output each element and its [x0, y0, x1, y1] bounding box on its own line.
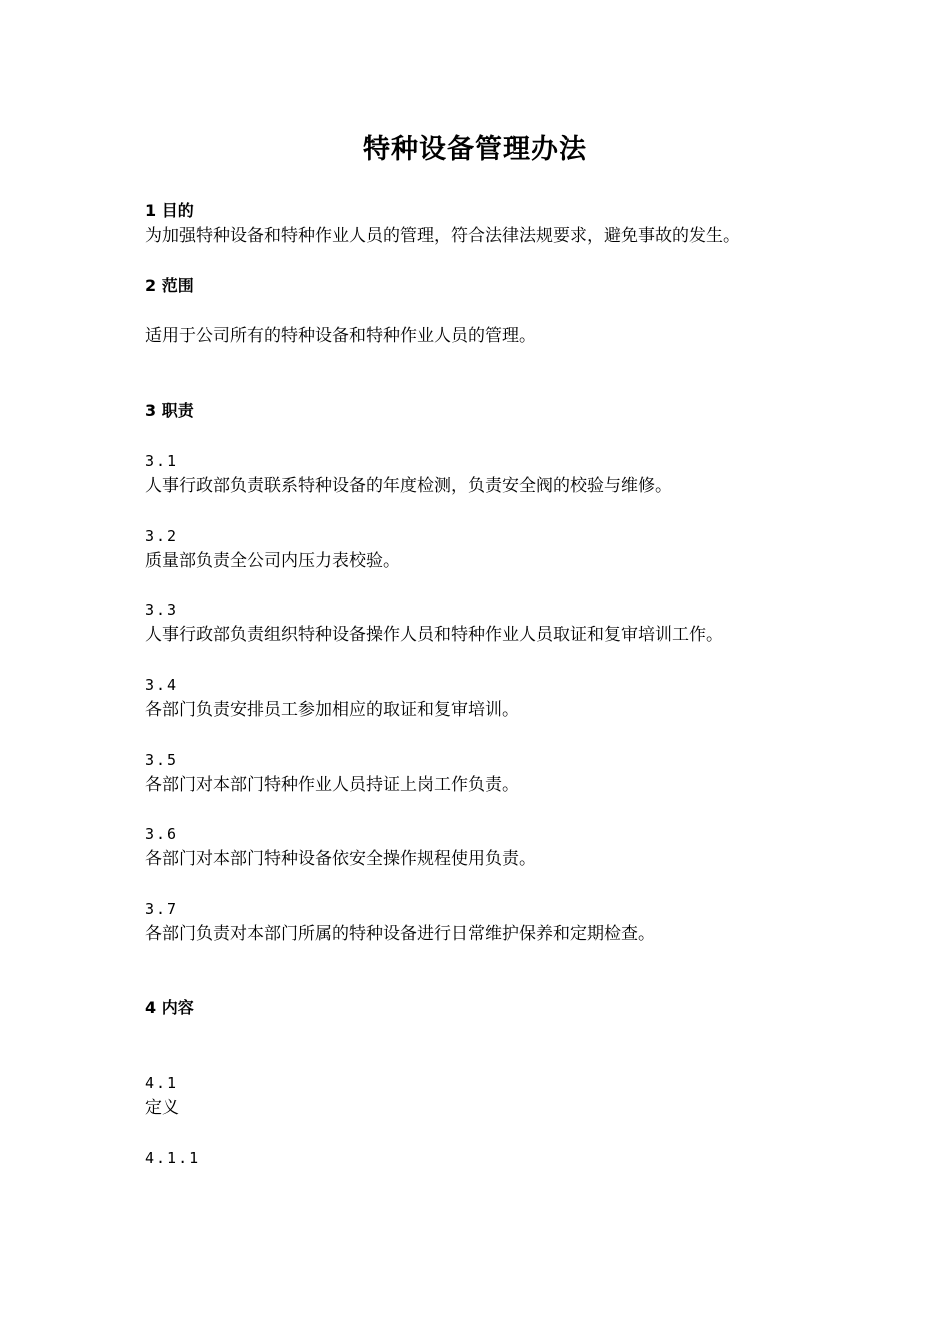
- section-heading-responsibilities: 3 职责: [145, 401, 194, 420]
- section-body-scope: 适用于公司所有的特种设备和特种作业人员的管理。: [145, 326, 536, 346]
- clause-number: 3.7: [145, 900, 179, 918]
- section-body-purpose: 为加强特种设备和特种作业人员的管理，符合法律法规要求，避免事故的发生。: [145, 226, 740, 246]
- clause-text: 质量部负责全公司内压力表校验。: [145, 551, 400, 571]
- clause-number: 4.1: [145, 1074, 179, 1092]
- section-heading-content: 4 内容: [145, 998, 194, 1017]
- clause-text: 人事行政部负责联系特种设备的年度检测，负责安全阀的校验与维修。: [145, 476, 672, 496]
- clause-text: 各部门对本部门特种作业人员持证上岗工作负责。: [145, 775, 519, 795]
- clause-text: 定义: [145, 1098, 179, 1118]
- clause-number: 3.5: [145, 751, 179, 769]
- clause-text: 各部门对本部门特种设备依安全操作规程使用负责。: [145, 849, 536, 869]
- clause-number: 3.6: [145, 825, 179, 843]
- clause-text: 各部门负责安排员工参加相应的取证和复审培训。: [145, 700, 519, 720]
- clause-number: 4.1.1: [145, 1149, 201, 1167]
- section-heading-scope: 2 范围: [145, 276, 194, 295]
- clause-text: 各部门负责对本部门所属的特种设备进行日常维护保养和定期检查。: [145, 924, 655, 944]
- clause-text: 人事行政部负责组织特种设备操作人员和特种作业人员取证和复审培训工作。: [145, 625, 723, 645]
- section-heading-purpose: 1 目的: [145, 201, 194, 220]
- clause-number: 3.4: [145, 676, 179, 694]
- clause-number: 3.1: [145, 452, 179, 470]
- document-title: 特种设备管理办法: [363, 134, 587, 165]
- clause-number: 3.3: [145, 601, 179, 619]
- clause-number: 3.2: [145, 527, 179, 545]
